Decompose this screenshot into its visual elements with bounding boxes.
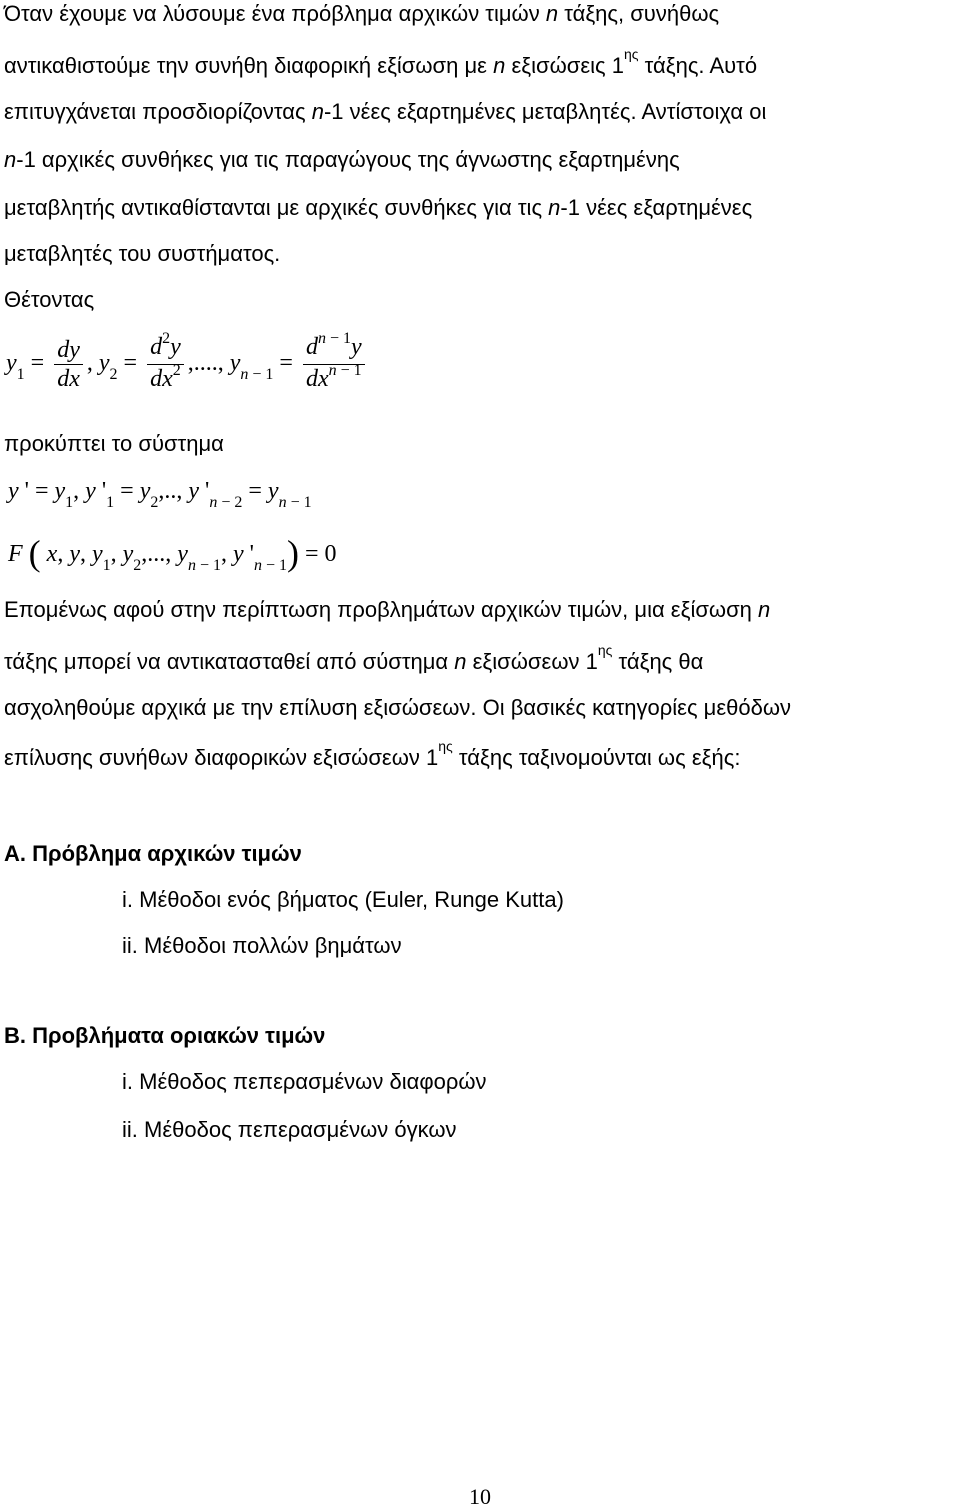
equation-system-line2: F ( x, y, $y_1$, $y_2$,..., $y_{n - 1}$, y '$_{n - 1}) = 0$ bbox=[8, 533, 337, 574]
paragraph1-line5: μεταβλητής αντικαθίστανται με αρχικές συνθήκες για τις n-1 νέες εξαρτημένες bbox=[4, 195, 753, 220]
paragraph1-line6: μεταβλητές του συστήματος. bbox=[4, 241, 281, 266]
equation-system-line1: y ' = $y_1$, y '$_1 = y_2$,.., y '$_{n - 2} = y_{n - 1}$ bbox=[8, 478, 312, 511]
section-b-item-1: i. Μέθοδος πεπερασμένων διαφορών bbox=[122, 1069, 487, 1094]
section-a-item-2: ii. Μέθοδοι πολλών βημάτων bbox=[122, 933, 402, 958]
page-number: 10 bbox=[469, 1484, 491, 1509]
setting-label: Θέτοντας bbox=[4, 287, 95, 312]
paragraph1-line2: αντικαθιστούμε την συνήθη διαφορική εξίσωση με n εξισώσεις $1^{\eta\varsigma}$ τάξης. Αυτό bbox=[4, 46, 758, 78]
paragraph1-line4: n-1 αρχικές συνθήκες για τις παραγώγους της άγνωστης εξαρτημένης bbox=[4, 147, 680, 172]
paragraph1-line3: επιτυγχάνεται προσδιορίζοντας n-1 νέες εξαρτημένες μεταβλητές. Αντίστοιχα οι bbox=[4, 99, 767, 124]
paragraph2-line4: επίλυσης συνήθων διαφορικών εξισώσεων $1^{\eta\varsigma}$ τάξης ταξινομούνται ως εξής: bbox=[4, 738, 741, 770]
equation-definitions: $y_1$ = $\frac{dy}{dx}$ , $y_2$ = $\frac{d^2y}{dx^2}$ ,...., $y_{n - 1}$ = $\frac{d^{n - 1}y}{dx^{n - 1}}$ bbox=[6, 334, 369, 395]
section-b-heading: Β. Προβλήματα οριακών τιμών bbox=[4, 1023, 326, 1048]
paragraph2-line3: ασχοληθούμε αρχικά με την επίλυση εξισώσεων. Οι βασικές κατηγορίες μεθόδων bbox=[4, 695, 792, 720]
section-a-heading: Α. Πρόβλημα αρχικών τιμών bbox=[4, 841, 302, 866]
result-label: προκύπτει το σύστημα bbox=[4, 431, 224, 456]
paragraph2-line2: τάξης μπορεί να αντικατασταθεί από σύστημα n εξισώσεων $1^{\eta\varsigma}$ τάξης θα bbox=[4, 642, 704, 674]
paragraph1-line1: Όταν έχουμε να λύσουμε ένα πρόβλημα αρχικών τιμών n τάξης, συνήθως bbox=[4, 1, 720, 26]
section-a-item-1: i. Μέθοδοι ενός βήματος (Euler, Runge Kutta) bbox=[122, 887, 564, 912]
section-b-item-2: ii. Μέθοδος πεπερασμένων όγκων bbox=[122, 1117, 457, 1142]
paragraph2-line1: Επομένως αφού στην περίπτωση προβλημάτων αρχικών τιμών, μια εξίσωση n bbox=[4, 597, 771, 622]
